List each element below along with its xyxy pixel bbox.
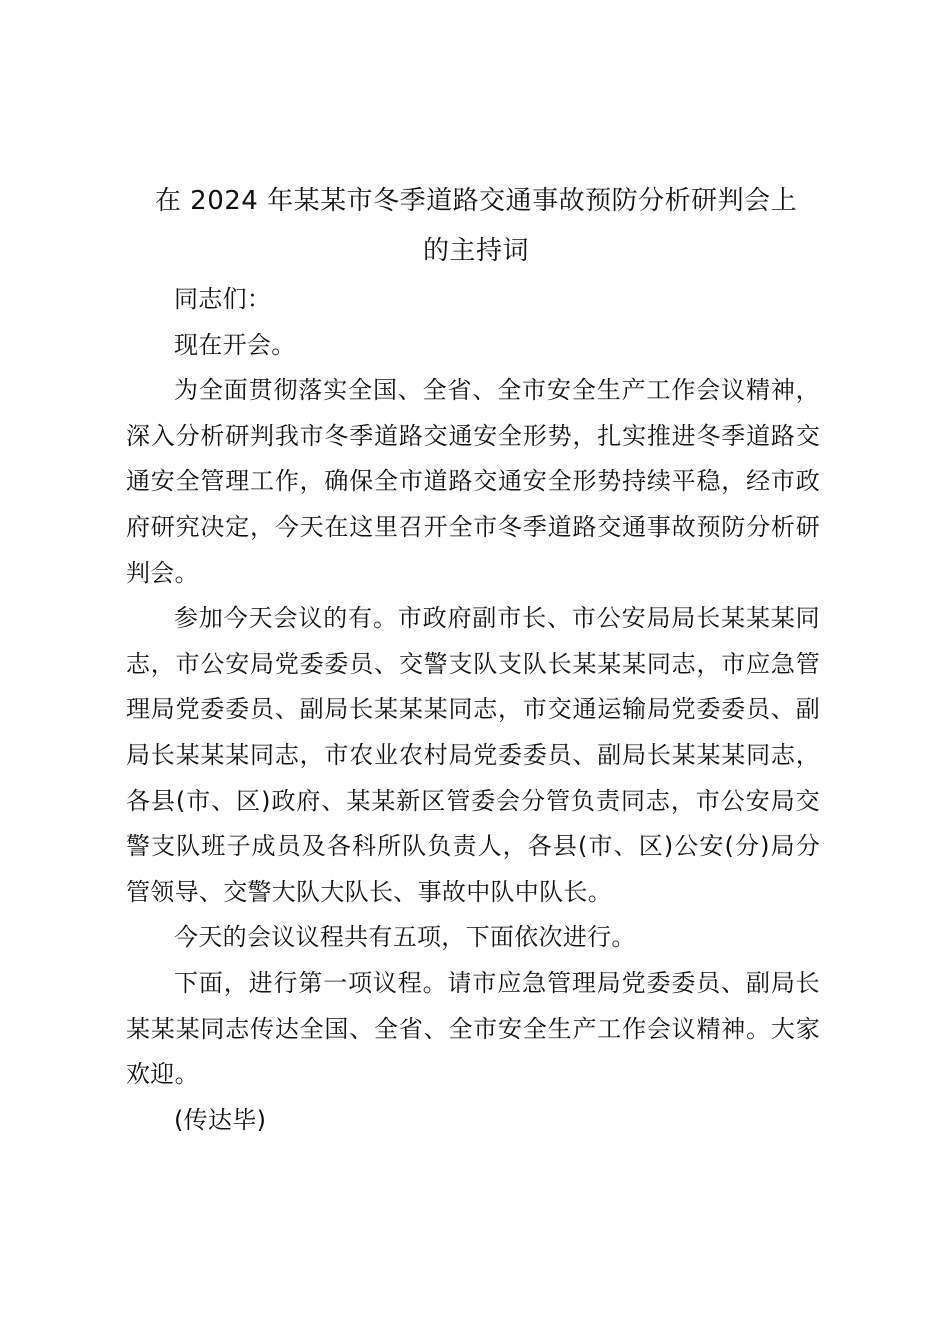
title-line-2: 的主持词 bbox=[422, 236, 529, 266]
paragraph-purpose: 为全面贯彻落实全国、全省、全市安全生产工作会议精神，深入分析研判我市冬季道路交通安全形势，扎实推进冬季道路交通安全管理工作，确保全市道路交通安全形势持续平稳，经市政府研究决定，今天在这里召开全市冬季道路交通事故预防分析研判会。 bbox=[126, 376, 820, 587]
paragraph-attendees: 参加今天会议的有。市政府副市长、市公安局局长某某某同志，市公安局党委委员、交警支队支队长某某某同志，市应急管理局党委委员、副局长某某某同志，市交通运输局党委委员、副局长某某某同志，市农业农村局党委委员、副局长某某某同志，各县(市、区)政府、某某新区管委会分管负责同志，市公安局交警支队班子成员及各科所队负责人，各县(市、区)公安(分)局分管领导、交警大队大队长、事故中队中队长。 bbox=[126, 604, 820, 906]
document-title bbox=[126, 176, 826, 276]
paragraph-opening: 现在开会。 bbox=[174, 330, 296, 359]
title-line-1: 在 2024 年某某市冬季道路交通事故预防分析研判会上 bbox=[154, 186, 798, 216]
salutation: 同志们： bbox=[174, 285, 272, 313]
document-body bbox=[126, 277, 820, 1143]
paragraph-note: (传达毕) bbox=[174, 1105, 267, 1134]
paragraph-first-item: 下面，进行第一项议程。请市应急管理局党委委员、副局长某某某同志传达全国、全省、全市安全生产工作会议精神。大家欢迎。 bbox=[126, 968, 820, 1089]
paragraph-agenda: 今天的会议议程共有五项，下面依次进行。 bbox=[174, 923, 636, 952]
